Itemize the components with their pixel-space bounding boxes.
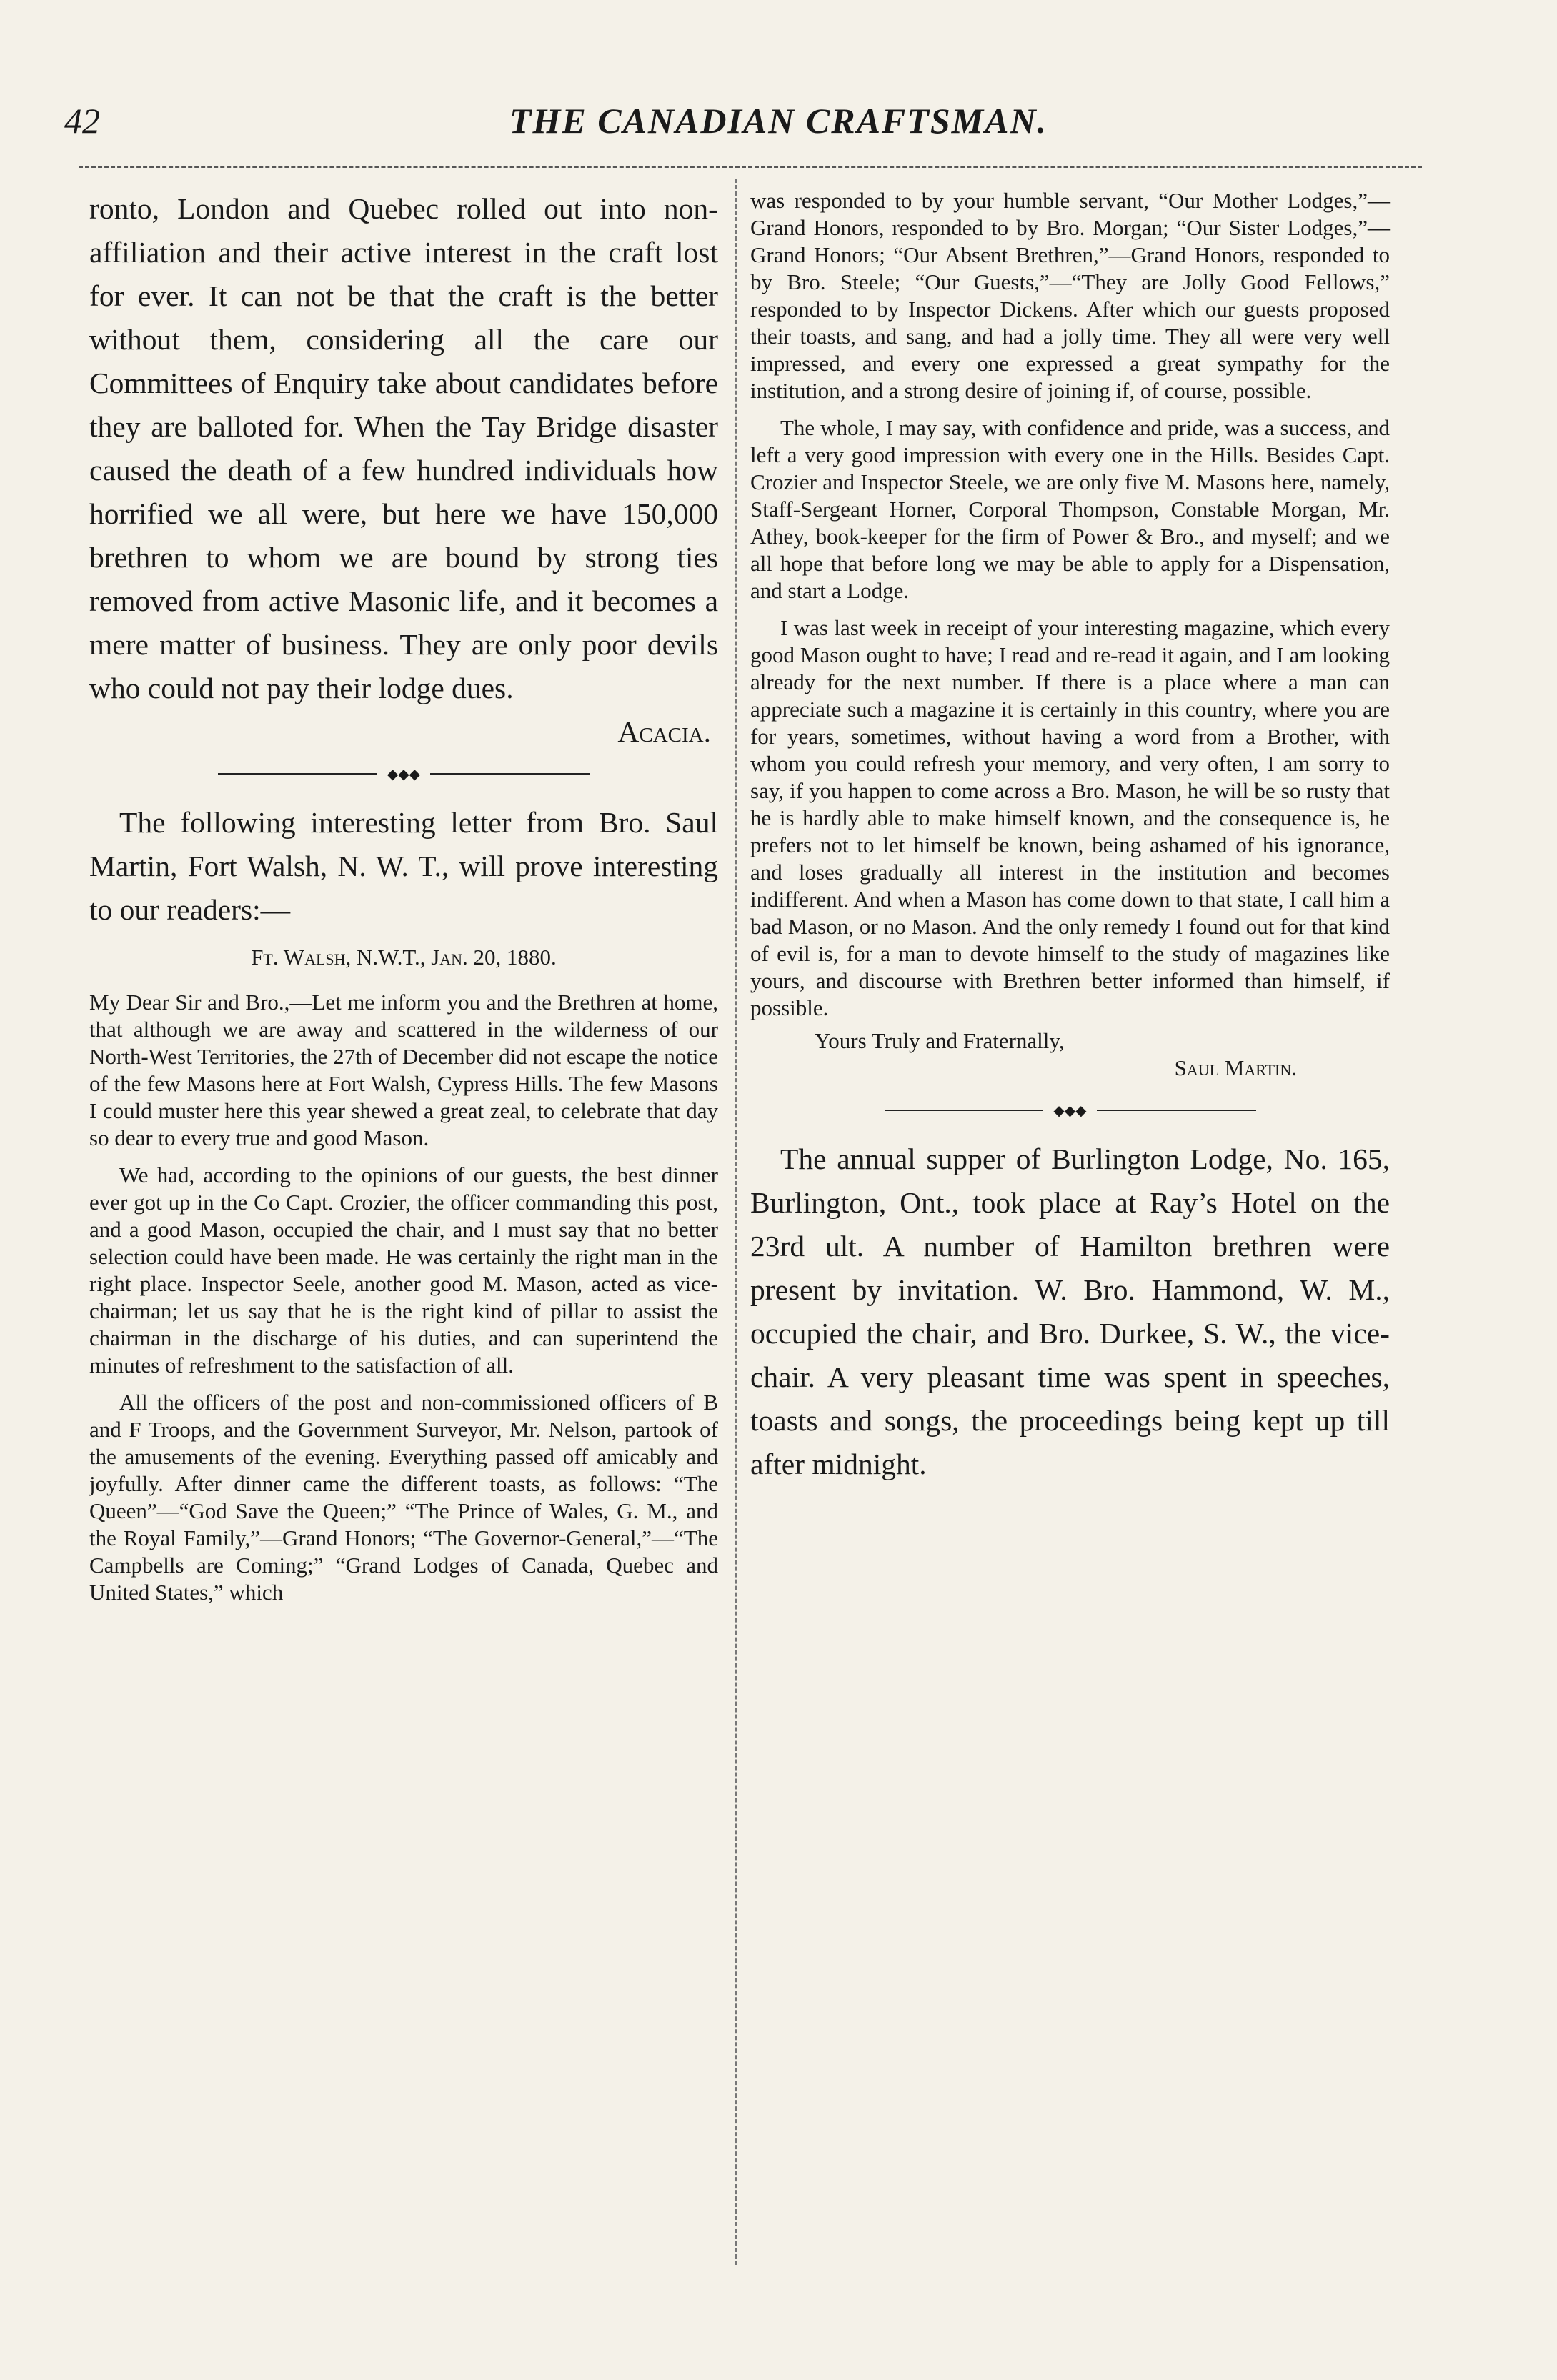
- header-rule: [79, 166, 1422, 168]
- intro-paragraph: ronto, London and Quebec rolled out into non-affiliation and their active interest in the craft lost for ever. It can not be that the craft is the better without them, considering all the care our Committees of Enquiry take about candidates before they are balloted for. When the Tay Bridge disaster caused the death of a few hundred individuals how horrified we all were, but here we have 150,000 brethren to whom we are bound by strong ties removed from active Masonic life, and it becomes a mere matter of business. They are only poor devils who could not pay their lodge dues.: [89, 192, 718, 704]
- lead-in-paragraph: The following interesting letter from Bro. Saul Martin, Fort Walsh, N. W. T., will prove interesting to our readers:—: [89, 806, 718, 926]
- signature-acacia: Acacia.: [617, 715, 711, 748]
- letter-paragraph: All the officers of the post and non-commissioned officers of B and F Troops, and the Government Surveyor, Mr. Nelson, partook of the amusements of the evening. Everything passed off amicably and joyfully. After dinner came the different toasts, as follows: “The Queen”—“God Save the Queen;” “The Prince of Wales, G. M., and the Royal Family,”—Grand Honors; “The Governor-General,”—“The Campbells are Coming;” “Grand Lodges of Canada, Quebec and United States,” which: [89, 1390, 718, 1605]
- page-header: [0, 100, 1557, 143]
- letter-paragraph: was responded to by your humble servant, “Our Mother Lodges,”—Grand Honors, responded to by Bro. Morgan; “Our Sister Lodges,”—Grand Honors; “Our Absent Brethren,”—Grand Honors, responded to by Bro. Steele; “Our Guests,”—“They are Jolly Good Fellows,” responded to by Inspector Dickens. After which our guests proposed their toasts, and sang, and had a jolly time. They all were very well impressed, and every one expressed a great sympathy for the institution, and a strong desire of joining if, of course, possible.: [750, 188, 1390, 403]
- letter-paragraph: The whole, I may say, with confidence and pride, was a success, and left a very good impression with every one in the Hills. Besides Capt. Crozier and Inspector Steele, we are only five M. Masons here, namely, Staff-Sergeant Horner, Corporal Thompson, Constable Morgan, Mr. Athey, book-keeper for the firm of Power & Bro., and myself; and we all hope that before long we may be able to apply for a Dispensation, and start a Lodge.: [750, 415, 1390, 603]
- right-column: [750, 187, 1390, 1486]
- letter-paragraph: My Dear Sir and Bro.,—Let me inform you and the Brethren at home, that although we are away and scattered in the wilderness of our North-West Territories, the 27th of December did not escape the notice of the few Masons here at Fort Walsh, Cypress Hills. The few Masons I could muster here this year shewed a great zeal, to celebrate that day so dear to every true and good Mason.: [89, 990, 718, 1150]
- column-divider: [735, 179, 737, 2265]
- burlington-paragraph: The annual supper of Burlington Lodge, No. 165, Burlington, Ont., took place at Ray’s Hotel on the 23rd ult. A number of Hamilton brethren were present by invitation. W. Bro. Hammond, W. M., occupied the chair, and Bro. Durkee, S. W., the vice-chair. A very pleasant time was spent in speeches, toasts and songs, the proceedings being kept up till after midnight.: [750, 1142, 1390, 1480]
- signature-saul-martin: Saul Martin.: [1174, 1055, 1297, 1080]
- ornament-icon: ◆◆◆: [1043, 1103, 1096, 1117]
- letter-dateline: Ft. Walsh, N.W.T., Jan. 20, 1880.: [251, 945, 557, 970]
- letter-paragraph: We had, according to the opinions of our guests, the best dinner ever got up in the Co Capt. Crozier, the officer commanding this post, and a good Mason, occupied the chair, and I must say that no better selection could have been made. He was certainly the right man in the right place. Inspector Seele, another good M. Mason, acted as vice-chairman; let us say that he is the right kind of pillar to assist the chairman in the discharge of his duties, and can superintend the minutes of refreshment to the satisfaction of all.: [89, 1162, 718, 1378]
- letter-paragraph: I was last week in receipt of your interesting magazine, which every good Mason ought to have; I read and re-read it again, and I am looking already for the next number. If there is a place where a man can appreciate such a magazine it is certainly in this country, where you are for years, sometimes, without having a word from a Brother, with whom you could refresh your memory, and very often, I am sorry to say, if you happen to come across a Bro. Mason, he will be so rusty that he is hardly able to make himself known, and the consequence is, he prefers not to let himself be known, being ashamed of his ignorance, and loses gradually all interest in the institution and becomes indifferent. And when a Mason has come down to that state, I call him a bad Mason, or no Mason. And the only remedy I found out for that kind of evil is, for a man to devote himself to the study of magazines like yours, and discourse with Brethren better informed than himself, if possible.: [750, 615, 1390, 1020]
- section-ornament: [89, 767, 718, 781]
- letter-closing: Yours Truly and Fraternally,: [815, 1028, 1065, 1053]
- section-ornament: [750, 1103, 1390, 1117]
- ornament-icon: ◆◆◆: [377, 767, 430, 781]
- page-number: 42: [64, 101, 100, 141]
- left-column: [89, 187, 718, 1606]
- running-title: THE CANADIAN CRAFTSMAN.: [509, 101, 1048, 141]
